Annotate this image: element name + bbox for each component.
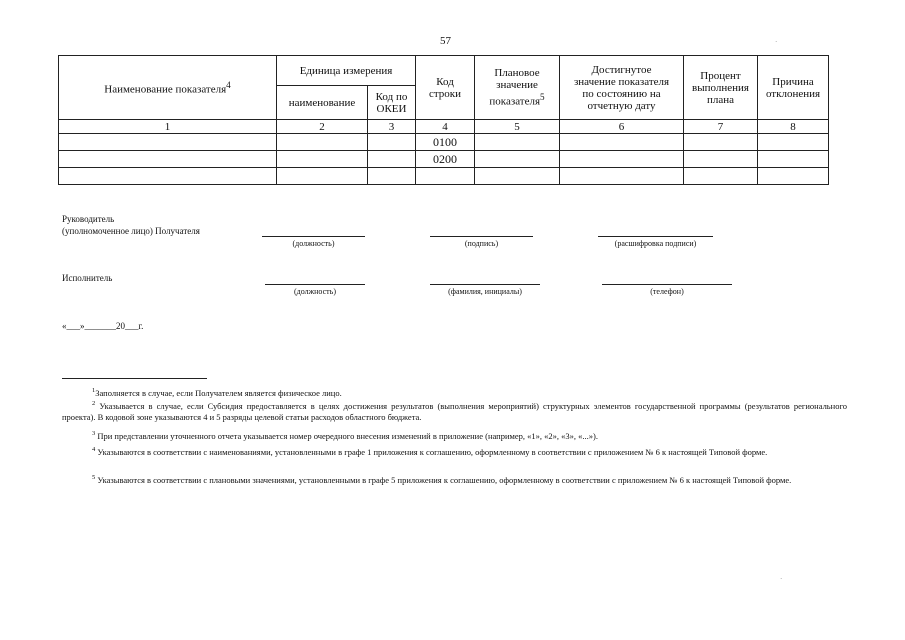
header-unit-name: наименование [277,86,368,120]
head-label: Руководитель (уполномоченное лицо) Получателя [62,214,200,236]
cell[interactable] [277,168,368,185]
col-number: 4 [416,120,475,134]
executor-label: Исполнитель [62,273,113,283]
executor-position-line[interactable] [265,284,365,285]
executor-position-caption: (должность) [294,287,336,296]
cell[interactable] [758,168,829,185]
footnote-5: $^5$ Указываются в соответствии с плановыми значениями, установленными в графе 5 приложения к соглашению, оформленному в соответствии с приложением № 6 к настоящей Типовой форме. [92,474,792,485]
col-number: 3 [368,120,416,134]
executor-name-line[interactable] [430,284,540,285]
cell[interactable] [368,134,416,151]
cell[interactable] [277,134,368,151]
head-decoding-caption: (расшифровка подписи) [614,239,697,248]
col-number: 2 [277,120,368,134]
head-position-caption: (должность) [292,239,335,248]
cell[interactable] [758,151,829,168]
cell[interactable] [684,151,758,168]
scan-mark: · [775,38,778,46]
cell[interactable] [475,168,560,185]
cell[interactable] [59,168,277,185]
row-code-cell: 0200 [416,151,475,168]
scan-mark: · [780,575,783,583]
table-row [59,134,829,151]
footnote-1: $^1$Заполняется в случае, если Получателем является физическое лицо. [92,387,342,398]
cell[interactable] [368,151,416,168]
cell[interactable] [277,151,368,168]
header-reason: Причина отклонения [758,56,829,120]
cell[interactable] [416,168,475,185]
col-number: 5 [475,120,560,134]
footnote-2: $^2$ Указывается в случае, если Субсидия предоставляется в целях достижения результатов (выполнения мероприятий) структурных элементов государственной программы (результатов регионального проекта). В кодовой зоне указываются 4 и 5 разряды целевой статьи расходов областного бюджета. [62,400,848,422]
cell[interactable] [59,151,277,168]
header-achieved-value: Достигнутое значение показателя по состоянию на отчетную дату [560,56,684,120]
cell[interactable] [758,134,829,151]
col-number: 6 [560,120,684,134]
table-row [59,168,829,185]
cell[interactable] [684,134,758,151]
row-code-cell: 0100 [416,134,475,151]
footnote-3: $^3$ При представлении уточненного отчета указывается номер очередного внесения изменений в приложение (например, «1», «2», «3», «...»). [92,430,598,441]
executor-phone-line[interactable] [602,284,732,285]
col-number: 8 [758,120,829,134]
cell[interactable] [560,168,684,185]
head-position-line[interactable] [262,236,365,237]
cell[interactable] [475,151,560,168]
executor-phone-caption: (телефон) [650,287,684,296]
head-decoding-line[interactable] [598,236,713,237]
col-number: 1 [59,120,277,134]
cell[interactable] [368,168,416,185]
report-table [58,55,829,185]
cell[interactable] [684,168,758,185]
footnote-4: $^4$ Указываются в соответствии с наименованиями, установленными в графе 1 приложения к соглашению, оформленному в соответствии с приложением № 6 к настоящей Типовой форме. [92,446,768,457]
page-number: 57 [440,35,451,47]
cell[interactable] [560,151,684,168]
date-field[interactable]: «___»_______20___г. [62,321,144,331]
head-signature-line[interactable] [430,236,533,237]
col-number: 7 [684,120,758,134]
footnote-divider [62,378,207,379]
cell[interactable] [560,134,684,151]
header-percent: Процент выполнения плана [684,56,758,120]
header-indicator-name: Наименование показателя$^4$ [59,56,277,120]
header-unit: Единица измерения [277,56,416,86]
header-planned-value: Плановое значение показателя$^5$ [475,56,560,120]
cell[interactable] [59,134,277,151]
header-okei-code: Код по ОКЕИ [368,86,416,120]
head-signature-caption: (подпись) [464,239,499,248]
executor-name-caption: (фамилия, инициалы) [448,287,522,296]
column-number-row [59,120,829,134]
cell[interactable] [475,134,560,151]
header-row-code: Код строки [416,56,475,120]
table-row [59,151,829,168]
